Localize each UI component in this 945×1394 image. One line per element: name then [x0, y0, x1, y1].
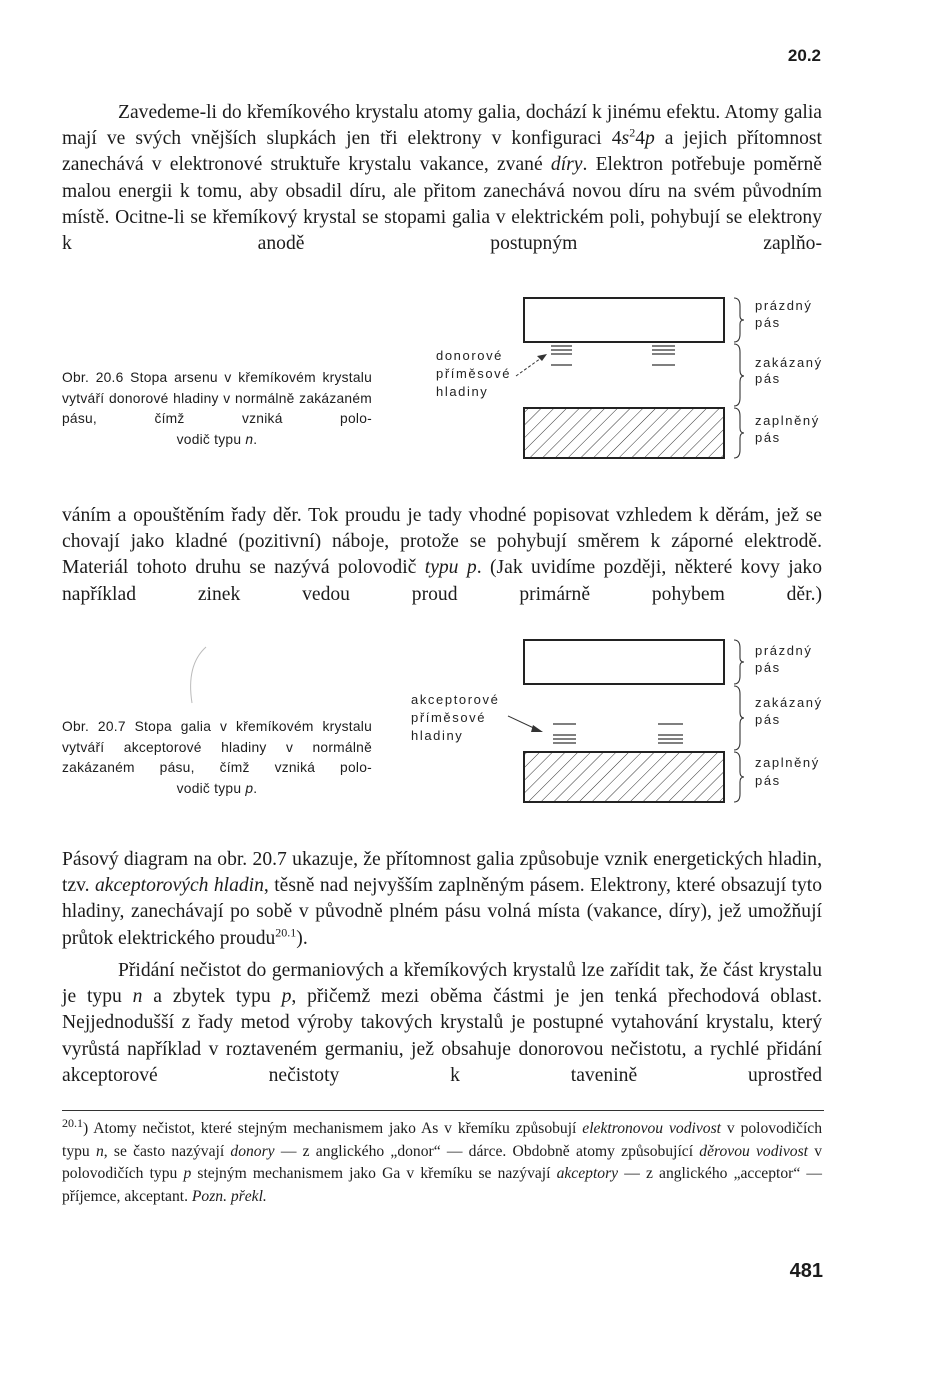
footnote-mark: 20.1 [62, 1115, 83, 1130]
paragraph-holes [62, 503, 822, 608]
filled-band-label-1: zaplněný [755, 413, 820, 428]
caption-text: Obr. 20.7 Stopa galia v křemíkovém krystalu vytváří akceptorové hladiny v normálně zakázaném pásu, čímž vzniká polo- [62, 719, 372, 775]
text-run: — z anglického „acceptor“ — příjemce, akceptant. [62, 1165, 822, 1205]
term-diry: díry [550, 154, 583, 176]
caption-text: vodič typu [176, 431, 246, 447]
band-braces [734, 640, 744, 802]
band-braces [734, 298, 744, 458]
caption-italic: p [245, 780, 254, 796]
term-akceptorovych-hladin: akceptorových hladin [94, 875, 264, 897]
donor-levels [551, 346, 675, 365]
superscript: 2 [629, 125, 636, 140]
caption-text: vodič typu [176, 780, 246, 796]
text-run-italic: akceptory [556, 1165, 619, 1182]
text-run-italic: donory [230, 1142, 275, 1160]
text-run-italic: děrovou vodivost [699, 1142, 808, 1160]
text-run: ) Atomy nečistot, které stejným mechanismem jako As v křemíku způsobují [83, 1120, 583, 1137]
text-run-italic: n [95, 1142, 104, 1160]
footnote-20-1 [62, 1115, 823, 1208]
text-run: , se často nazývají [103, 1142, 231, 1160]
caption-text: . [253, 780, 258, 796]
text-run: — z anglického „donor“ — dárce. Obdobně atomy způsobující [274, 1142, 700, 1160]
text-run-italic: elektronovou vodivost [582, 1120, 721, 1137]
forbidden-band-label-1: zakázaný [755, 695, 823, 710]
figure-20-6-band-diagram [430, 290, 830, 465]
paragraph-pn-junction [62, 958, 822, 1089]
filled-band-label-2: pás [755, 773, 781, 788]
text-run: stejným mechanismem jako Ga v křemíku se nazývají [191, 1165, 557, 1182]
filled-band-rect [524, 752, 724, 802]
caption-text: Obr. 20.6 Stopa arsenu v křemíkovém krystalu vytváří donorové hladiny v normálně zakázaném pásu, čímž vzniká polo- [62, 370, 372, 426]
arrow-head [531, 725, 543, 732]
text-run-italic: p [644, 128, 655, 150]
text-run: Zavedeme-li do křemíkového krystalu atomy galia, dochází k jinému efektu. Atomy galia mají ve svých vnějších slupkách jen tři elektrony v konfiguraci 4 [62, 102, 822, 150]
paragraph-acceptor-levels [62, 847, 822, 952]
caption-italic: n [245, 431, 254, 447]
acceptor-levels [553, 724, 683, 743]
text-run-italic: n [132, 986, 143, 1008]
text-run: váním a opouštěním řady děr. Tok proudu je tady vhodné popisovat vzhledem k děrám, jež se chovají jako kladné (pozitivní) náboje, protože se pohybují směrem k záporné elektrodě. Materiál tohoto druhu se nazývá polovodič [62, 505, 822, 579]
text-run: v polovodičích typu [62, 1142, 823, 1182]
text-run: . (Jak uvidíme později, některé kovy jako například zinek vedou proud primárně pohybem děr.) [62, 557, 823, 605]
empty-band-label-2: pás [755, 315, 781, 330]
levels-label-line2: příměsové [436, 366, 512, 381]
filled-band-label-1: zaplněný [755, 755, 820, 770]
figure-20-7-caption [62, 717, 372, 799]
label-arrow [516, 356, 544, 376]
empty-band-rect [524, 640, 724, 684]
text-run-italic: p [281, 986, 292, 1008]
forbidden-band-label-1: zakázaný [755, 355, 823, 370]
text-run: Pásový diagram na obr. 20.7 ukazuje, že přítomnost galia způsobuje vznik energetických hladin, tzv. [62, 849, 822, 897]
levels-label-line2: příměsové [411, 710, 487, 725]
text-run: Přidání nečistot do germaniových a křemíkových krystalů lze zařídit tak, že část krystalu je typu [62, 960, 822, 1008]
text-run-italic: p [183, 1165, 192, 1182]
forbidden-band-label-2: pás [755, 371, 781, 386]
figure-20-7-band-diagram [405, 632, 830, 812]
text-run: 4 [635, 128, 645, 150]
text-run-italic: s [621, 128, 630, 150]
empty-band-rect [524, 298, 724, 342]
text-run: ). [296, 927, 308, 949]
caption-last-line [62, 779, 372, 800]
text-run: a jejich přítomnost zanechává v elektronové struktuře krystalu vakance, zvané [62, 128, 823, 176]
text-run: , přičemž mezi oběma částmi je jen tenká přechodová oblast. Nejjednodušší z řady metod výroby takových krystalů je postupné vytahování krystalu, který vyrůstá například v roztaveném germaniu, jež obsahuje donorovou nečistotu, a rychlé přidání akceptorové nečistoty k tavenině uprostřed [62, 986, 822, 1086]
text-run: v polovodičích typu [62, 1120, 822, 1160]
page-mark [180, 645, 210, 705]
empty-band-label-2: pás [755, 660, 781, 675]
levels-label-line1: donorové [436, 348, 504, 363]
footnote-divider [62, 1110, 824, 1111]
levels-label-line3: hladiny [411, 728, 464, 743]
text-run: a zbytek typu [142, 986, 282, 1008]
forbidden-band-label-2: pás [755, 712, 781, 727]
paragraph-gallium-doping [62, 100, 822, 257]
section-number: 20.2 [787, 46, 821, 65]
levels-label-line1: akceptorové [411, 692, 500, 707]
page-number: 481 [789, 1260, 823, 1282]
filled-band-label-2: pás [755, 430, 781, 445]
term-typu-p: typu p [424, 557, 477, 579]
empty-band-label-1: prázdný [755, 298, 813, 313]
caption-text: . [253, 431, 258, 447]
caption-last-line [62, 430, 372, 451]
footnote-reference: 20.1 [275, 925, 297, 940]
text-run: , těsně nad nejvyšším zaplněným pásem. Elektrony, které obsazují tyto hladiny, zanechávají po sobě v původně plném pásu volná místa (vakance, díry), jež umožňují průtok elektrického proudu [62, 875, 822, 949]
levels-label-line3: hladiny [436, 384, 489, 399]
empty-band-label-1: prázdný [755, 643, 813, 658]
text-run: . Elektron potřebuje poměrně malou energii k tomu, aby obsadil díru, ale přitom zanechává novou díru na svém původním místě. Ocitne-li se křemíkový krystal se stopami galia v elektrickém poli, pohybují se elektrony k anodě postupným zaplňo- [62, 154, 823, 255]
filled-band-rect [524, 408, 724, 458]
figure-20-6-caption [62, 368, 372, 450]
translator-note: Pozn. překl. [191, 1187, 267, 1205]
